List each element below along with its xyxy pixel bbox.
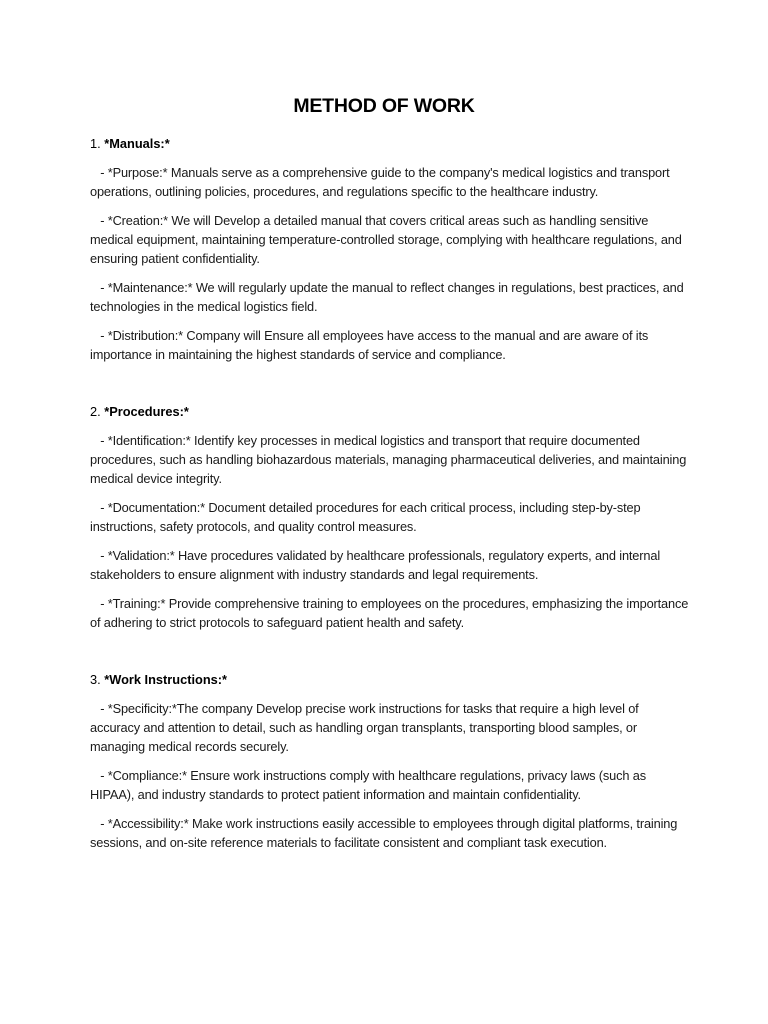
- section-procedures: [90, 402, 690, 632]
- section-number: 2.: [90, 404, 101, 419]
- paragraph-creation: [90, 211, 690, 268]
- paragraph-text: We will regularly update the manual to reflect changes in regulations, best practices, and technologies in the medical logistics field.: [90, 280, 684, 314]
- paragraph-documentation: [90, 498, 690, 536]
- paragraph-text: Have procedures validated by healthcare professionals, regulatory experts, and internal stakeholders to ensure alignment with industry standards and legal requirements.: [90, 548, 661, 582]
- paragraph-label: - *Creation:*: [100, 213, 168, 228]
- paragraph-text: Company will Ensure all employees have access to the manual and are aware of its importance in maintaining the highest standards of service and compliance.: [90, 328, 649, 362]
- paragraph-text: Manuals serve as a comprehensive guide to the company's medical logistics and transport operations, outlining policies, procedures, and regulations specific to the healthcare industry.: [90, 165, 670, 199]
- paragraph-text: Identify key processes in medical logistics and transport that require documented procedures, such as handling biohazardous materials, managing pharmaceutical deliveries, and maintaining medical device integrity.: [90, 433, 687, 486]
- paragraph-label: - *Distribution:*: [100, 328, 184, 343]
- paragraph-label: - *Validation:*: [100, 548, 175, 563]
- section-heading-label: *Procedures:*: [104, 404, 189, 419]
- paragraph-training: [90, 594, 690, 632]
- section-work-instructions: [90, 670, 690, 852]
- paragraph-text: Provide comprehensive training to employees on the procedures, emphasizing the importance of adhering to strict protocols to safeguard patient health and safety.: [90, 596, 689, 630]
- document-title: METHOD OF WORK: [293, 95, 475, 117]
- paragraph-identification: [90, 431, 690, 488]
- paragraph-label: - *Accessibility:*: [100, 816, 189, 831]
- paragraph-specificity: [90, 699, 690, 756]
- section-heading: [90, 134, 690, 153]
- paragraph-label: - *Training:*: [100, 596, 166, 611]
- section-number: 3.: [90, 672, 101, 687]
- paragraph-label: - *Specificity:*: [100, 701, 177, 716]
- paragraph-distribution: [90, 326, 690, 364]
- section-heading-label: *Manuals:*: [104, 136, 170, 151]
- section-heading-label: *Work Instructions:*: [104, 672, 228, 687]
- paragraph-text: Document detailed procedures for each critical process, including step-by-step instructions, safety protocols, and quality control measures.: [90, 500, 641, 534]
- section-heading: [90, 670, 690, 689]
- paragraph-text: The company Develop precise work instructions for tasks that require a high level of accuracy and attention to detail, such as handling organ transplants, transporting blood samples, or managing medical records securely.: [90, 701, 639, 754]
- paragraph-text: Ensure work instructions comply with healthcare regulations, privacy laws (such as HIPAA), and industry standards to protect patient information and maintain confidentiality.: [90, 768, 646, 802]
- paragraph-label: - *Compliance:*: [100, 768, 187, 783]
- paragraph-label: - *Documentation:*: [100, 500, 205, 515]
- paragraph-validation: [90, 546, 690, 584]
- section-manuals: [90, 134, 690, 364]
- paragraph-compliance: [90, 766, 690, 804]
- paragraph-text: We will Develop a detailed manual that covers critical areas such as handling sensitive medical equipment, maintaining temperature-controlled storage, complying with healthcare regulations, and ensuring patient confidentiality.: [90, 213, 682, 266]
- paragraph-label: - *Purpose:*: [100, 165, 168, 180]
- paragraph-text: Make work instructions easily accessible to employees through digital platforms, training sessions, and on-site reference materials to facilitate consistent and compliant task execution.: [90, 816, 678, 850]
- section-heading: [90, 402, 690, 421]
- section-number: 1.: [90, 136, 101, 151]
- paragraph-purpose: [90, 163, 690, 201]
- paragraph-maintenance: [90, 278, 690, 316]
- paragraph-label: - *Maintenance:*: [100, 280, 193, 295]
- paragraph-label: - *Identification:*: [100, 433, 191, 448]
- paragraph-accessibility: [90, 814, 690, 852]
